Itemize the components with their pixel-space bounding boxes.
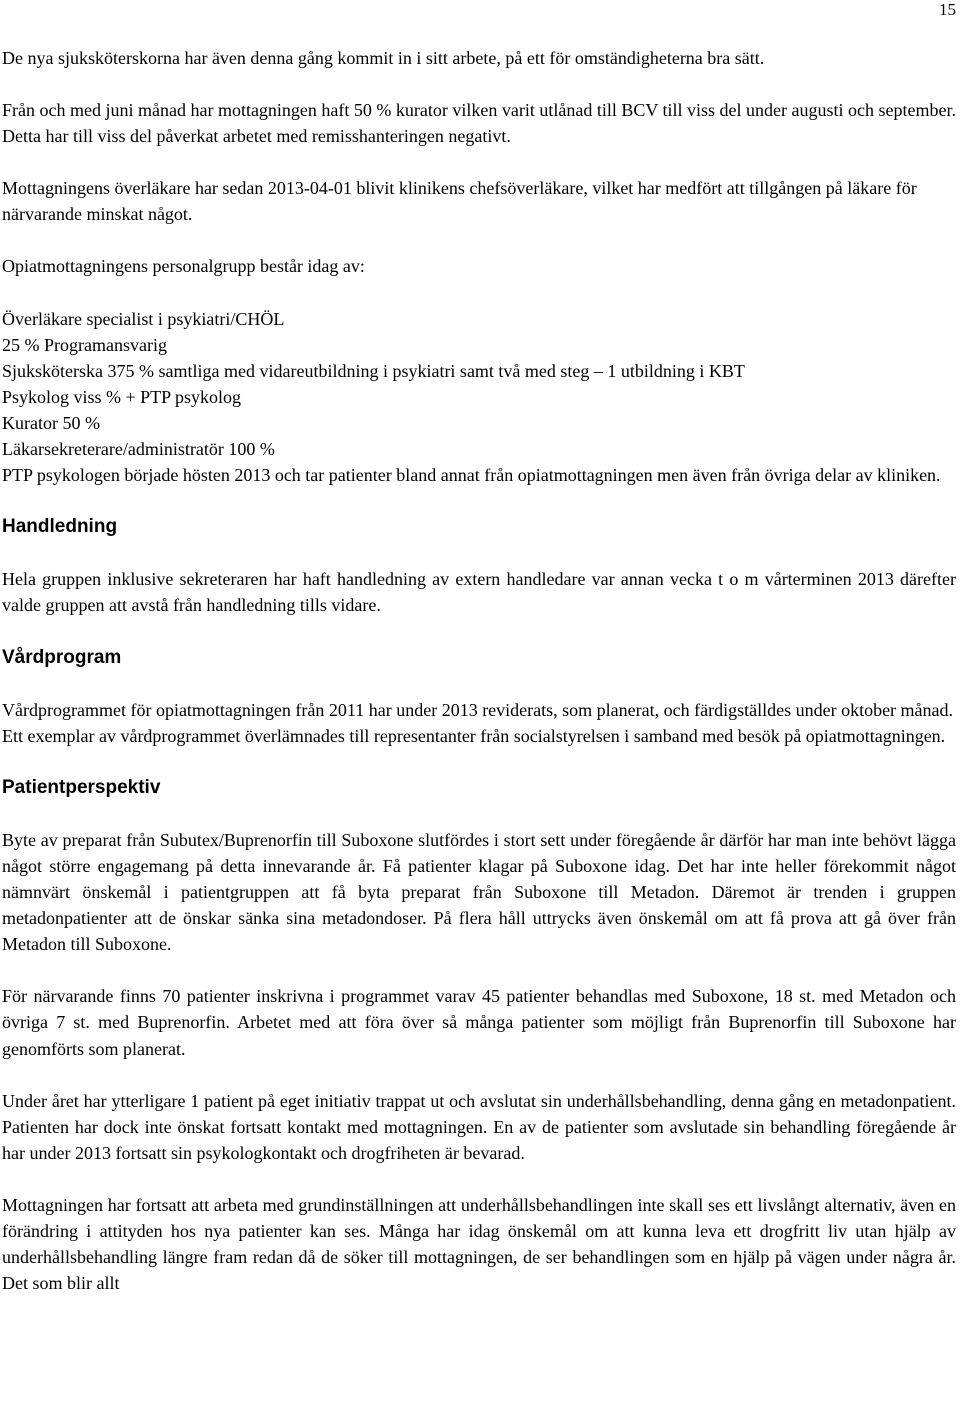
intro-paragraph: Mottagningens överläkare har sedan 2013-04-01 blivit klinikens chefsöverläkare, vilket har medfört att tillgången på läkare för närvarande minskat något. xyxy=(2,178,917,225)
staff-item: Kurator 50 % xyxy=(2,412,100,433)
patientperspektiv-paragraph: Mottagningen har fortsatt att arbeta med grundinställningen att underhållsbehandlingen inte skall ses ett livslångt alternativ, även en förändring i attityden hos nya patienter kan ses. Många har idag önskemål om att kunna leva ett drogfritt liv utan hjälp av underhållsbehandling längre fram redan då de söker till mottagningen, de ser behandlingen som en hjälp på vägen under några år. Det som blir allt xyxy=(2,1194,956,1294)
patientperspektiv-paragraph: Under året har ytterligare 1 patient på eget initiativ trappat ut och avslutat sin underhållsbehandling, denna gång en metadonpatient. Patienten har dock inte önskat fortsatt kontakt med mottagningen. En av de patienter som avslutade sin behandling föregående år har under 2013 fortsatt sin psykologkontakt och drogfriheten är bevarad. xyxy=(2,1090,956,1163)
intro-paragraph: De nya sjuksköterskorna har även denna gång kommit in i sitt arbete, på ett för omständigheterna bra sätt. xyxy=(2,48,765,68)
document-body xyxy=(2,45,956,1296)
intro-paragraph: Från och med juni månad har mottagningen haft 50 % kurator vilken varit utlånad till BCV till viss del under augusti och september. Detta har till viss del påverkat arbetet med remisshanteringen negativt. xyxy=(2,100,956,147)
handledning-paragraph: Hela gruppen inklusive sekreteraren har haft handledning av extern handledare var annan vecka t o m vårterminen 2013 därefter valde gruppen att avstå från handledning tills vidare. xyxy=(2,569,956,616)
staff-list xyxy=(2,306,956,489)
staff-intro: Opiatmottagningens personalgrupp består idag av: xyxy=(2,256,365,277)
page-number: 15 xyxy=(939,0,956,19)
staff-item: Sjuksköterska 375 % samtliga med vidareutbildning i psykiatri samt två med steg – 1 utbildning i KBT xyxy=(2,360,745,381)
staff-item: Psykolog viss % + PTP psykolog xyxy=(2,386,242,407)
patientperspektiv-paragraph: För närvarande finns 70 patienter inskrivna i programmet varav 45 patienter behandlas med Suboxone, 18 st. med Metadon och övriga 7 st. med Buprenorfin. Arbetet med att föra över så många patienter som möjligt från Buprenorfin till Suboxone har genomförts som planerat. xyxy=(2,986,956,1059)
patientperspektiv-paragraph: Byte av preparat från Subutex/Buprenorfin till Suboxone slutfördes i stort sett under föregående år därför har man inte behövt lägga något större engagemang på detta innevarande år. Få patienter klagar på Suboxone idag. Det har inte heller förekommit något nämnvärt önskemål i patientgruppen att få byta preparat från Suboxone till Metadon. Däremot är trenden i gruppen metadonpatienter att de önskar sänka sina metadondoser. På flera håll uttrycks även önskemål om att få prova att gå över från Metadon till Suboxone. xyxy=(2,829,956,955)
section-heading-handledning: Handledning xyxy=(2,516,118,538)
section-heading-patientperspektiv: Patientperspektiv xyxy=(2,776,161,798)
staff-item: 25 % Programansvarig xyxy=(2,334,167,355)
section-heading-vardprogram: Vårdprogram xyxy=(2,646,122,668)
staff-item: PTP psykologen började hösten 2013 och tar patienter bland annat från opiatmottagningen men även från övriga delar av kliniken. xyxy=(2,465,941,486)
vardprogram-paragraph: Vårdprogrammet för opiatmottagningen från 2011 har under 2013 reviderats, som planerat, och färdigställdes under oktober månad. Ett exemplar av vårdprogrammet överlämnades till representanter från socialstyrelsen i samband med besök på opiatmottagningen. xyxy=(2,699,954,746)
staff-item: Läkarsekreterare/administratör 100 % xyxy=(2,439,275,460)
staff-item: Överläkare specialist i psykiatri/CHÖL xyxy=(2,308,285,329)
